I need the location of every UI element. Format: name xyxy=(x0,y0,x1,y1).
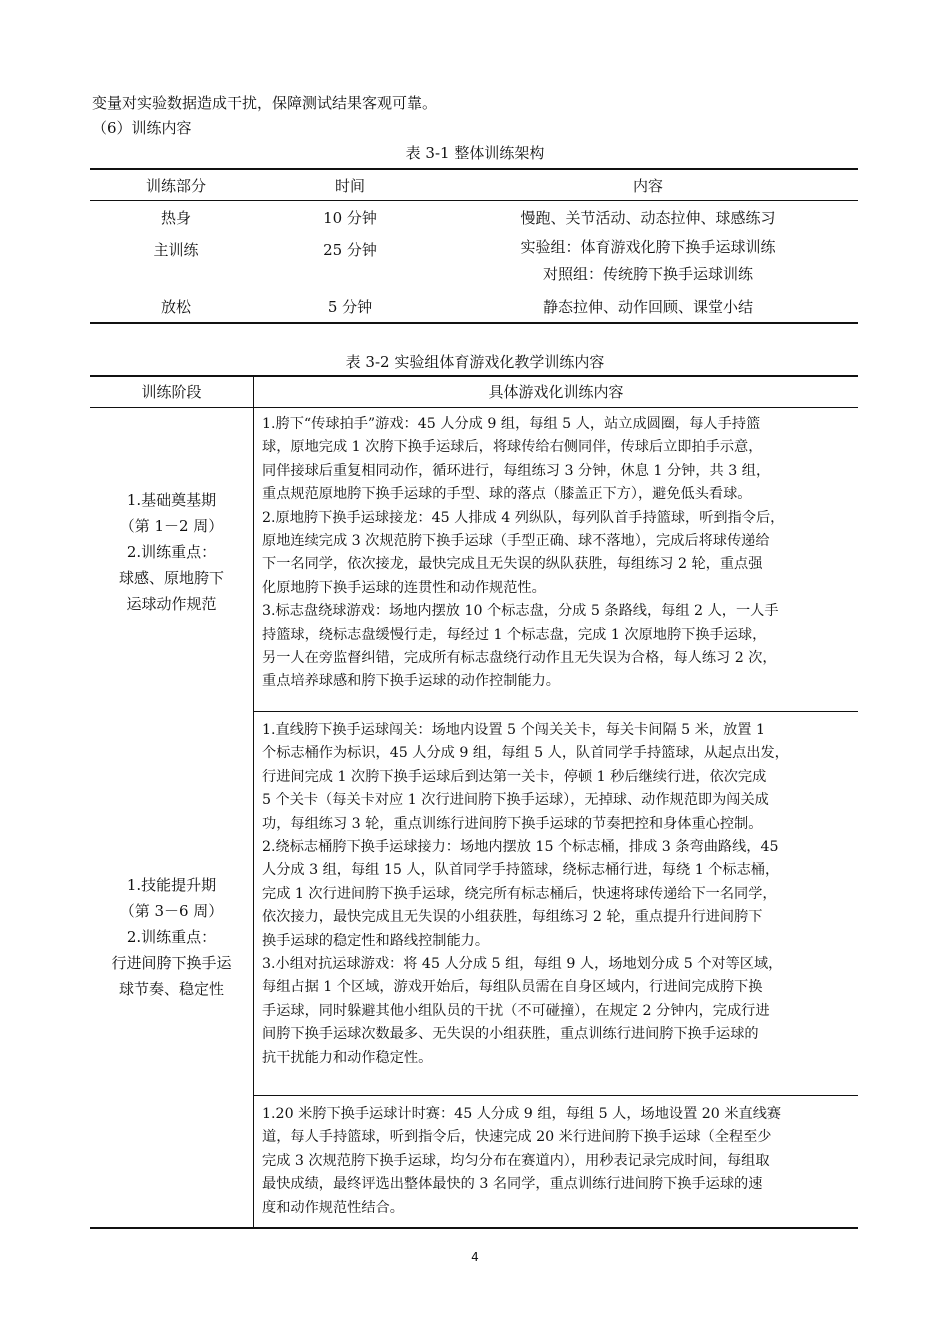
table1-row-part: 放松 xyxy=(160,298,191,316)
stage-label-line: 1.基础奠基期 xyxy=(126,491,217,509)
table1-header-time: 时间 xyxy=(334,177,365,195)
table2-bottom-rule xyxy=(90,1227,858,1229)
table2-stage-divider xyxy=(254,711,858,712)
table1-row-time: 25 分钟 xyxy=(323,241,377,259)
content-line: 依次接力，最快完成且无失误的小组获胜，每组练习 2 轮，重点提升行进间胯下 xyxy=(262,909,763,926)
content-line: 重点规范原地胯下换手运球的手型、球的落点（膝盖正下方），避免低头看球。 xyxy=(262,486,752,503)
content-line: 个标志桶作为标识，45 人分成 9 组，每组 5 人，队首同学手持篮球，从起点出发， xyxy=(262,745,789,762)
stage-label-line: 行进间胯下换手运 xyxy=(111,954,232,972)
page-number: 4 xyxy=(471,1250,479,1264)
stage-label-line: 运球动作规范 xyxy=(126,595,217,613)
table2-stage-content xyxy=(262,1103,852,1220)
stage-label-line: 球感、原地胯下 xyxy=(118,569,224,587)
content-line: 换手运球的稳定性和路线控制能力。 xyxy=(262,932,490,949)
content-line: 3.标志盘绕球游戏：场地内摆放 10 个标志盘，分成 5 条路线，每组 2 人，一人手 xyxy=(262,603,779,620)
table2-header-rule xyxy=(90,407,858,408)
content-line: 重点培养球感和胯下换手运球的动作控制能力。 xyxy=(262,673,560,690)
content-line: 完成 3 次规范胯下换手运球，均匀分布在赛道内），用秒表记录完成时间，每组取 xyxy=(262,1152,770,1169)
table2-column-divider xyxy=(253,375,254,1229)
table2-stage-content xyxy=(262,719,852,1070)
stage-label-line: 2.训练重点： xyxy=(126,543,217,561)
content-line: 持篮球，绕标志盘缓慢行走，每经过 1 个标志盘，完成 1 次原地胯下换手运球， xyxy=(262,626,767,643)
content-line: 手运球，同时躲避其他小组队员的干扰（不可碰撞），在规定 2 分钟内，完成行进 xyxy=(262,1002,770,1019)
content-line: 2.绕标志桶胯下换手运球接力：场地内摆放 15 个标志桶，排成 3 条弯曲路线，45 xyxy=(262,839,779,856)
table1-header-part: 训练部分 xyxy=(145,177,206,195)
table1-row-time: 5 分钟 xyxy=(327,298,373,316)
content-line: 完成 1 次行进间胯下换手运球，绕完所有标志桶后，快速将球传递给下一名同学， xyxy=(262,885,777,902)
content-line: 度和动作规范性结合。 xyxy=(262,1199,404,1216)
content-line: 球，原地完成 1 次胯下换手运球后，将球传给右侧同伴，传球后立即拍手示意， xyxy=(262,439,763,456)
content-line: 功，每组练习 3 轮，重点训练行进间胯下换手运球的节奏把控和身体重心控制。 xyxy=(262,815,763,832)
content-line: 道，每人手持篮球，听到指令后，快速完成 20 米行进间胯下换手运球（全程至少 xyxy=(262,1129,772,1146)
content-line: 每组占据 1 个区域，游戏开始后，每组队员需在自身区域内，行进间完成胯下换 xyxy=(262,979,763,996)
section-heading: （6）训练内容 xyxy=(92,119,192,137)
table1-row-content xyxy=(438,234,858,288)
stage-label-line: （第 1－2 周） xyxy=(119,517,224,535)
stage-label-line: 1.技能提升期 xyxy=(126,876,217,894)
table2-stage-content xyxy=(262,413,852,694)
content-line: 行进间完成 1 次胯下换手运球后到达第一关卡，停顿 1 秒后继续行进，依次完成 xyxy=(262,768,767,785)
content-line: 3.小组对抗运球游戏：将 45 人分成 5 组，每组 9 人，场地划分成 5 个对等区域， xyxy=(262,956,783,973)
content-line: 2.原地胯下换手运球接龙：45 人排成 4 列纵队，每列队首手持篮球，听到指令后， xyxy=(262,509,785,526)
table1-row-part: 主训练 xyxy=(153,241,199,259)
table1-row-content-line: 实验组：体育游戏化胯下换手运球训练 xyxy=(520,238,776,256)
table1-row-content: 慢跑、关节活动、动态拉伸、球感练习 xyxy=(520,209,776,227)
content-line: 人分成 3 组，每组 15 人，队首同学手持篮球，绕标志桶行进，每绕 1 个标志桶， xyxy=(262,862,780,879)
content-line: 间胯下换手运球次数最多、无失误的小组获胜，重点训练行进间胯下换手运球的 xyxy=(262,1026,759,1043)
table1-row-content: 静态拉伸、动作回顾、课堂小结 xyxy=(542,298,753,316)
table1-caption: 表 3-1 整体训练架构 xyxy=(405,144,545,162)
content-line: 化原地胯下换手运球的连贯性和动作规范性。 xyxy=(262,579,546,596)
table1-header-rule xyxy=(90,200,858,201)
stage-label-line: （第 3－6 周） xyxy=(119,902,224,920)
table2-stage-label xyxy=(90,487,253,617)
table2-header-stage: 训练阶段 xyxy=(141,383,202,401)
table1-top-rule xyxy=(90,168,858,170)
table1-row-time: 10 分钟 xyxy=(323,209,377,227)
content-line: 另一人在旁监督纠错，完成所有标志盘绕行动作且无失误为合格，每人练习 2 次， xyxy=(262,650,777,667)
table2-header-content: 具体游戏化训练内容 xyxy=(488,383,624,401)
table1-bottom-rule xyxy=(90,322,858,324)
content-line: 原地连续完成 3 次规范胯下换手运球（手型正确、球不落地），完成后将球传递给 xyxy=(262,533,770,550)
content-line: 抗干扰能力和动作稳定性。 xyxy=(262,1049,433,1066)
table1-header-content: 内容 xyxy=(632,177,663,195)
content-line: 同伴接球后重复相同动作，循环进行，每组练习 3 分钟，休息 1 分钟，共 3 组， xyxy=(262,462,771,479)
stage-label-line: 2.训练重点： xyxy=(126,928,217,946)
table2-caption: 表 3-2 实验组体育游戏化教学训练内容 xyxy=(345,353,605,371)
stage-label-line: 球节奏、稳定性 xyxy=(118,980,224,998)
content-line: 1.直线胯下换手运球闯关：场地内设置 5 个闯关关卡，每关卡间隔 5 米，放置 1 xyxy=(262,722,765,738)
content-line: 下一名同学，依次接龙，最快完成且无失误的纵队获胜，每组练习 2 轮，重点强 xyxy=(262,556,763,573)
table2-stage-divider xyxy=(254,1095,858,1096)
content-line: 1.20 米胯下换手运球计时赛：45 人分成 9 组，每组 5 人，场地设置 20 米直线赛 xyxy=(262,1106,782,1122)
content-line: 1.胯下“传球拍手”游戏：45 人分成 9 组，每组 5 人，站立成圆圈，每人手持篮 xyxy=(262,416,761,432)
table1-row-part: 热身 xyxy=(160,209,191,227)
content-line: 5 个关卡（每关卡对应 1 次行进间胯下换手运球），无掉球、动作规范即为闯关成 xyxy=(262,792,769,809)
content-line: 最快成绩，最终评选出整体最快的 3 名同学，重点训练行进间胯下换手运球的速 xyxy=(262,1176,763,1193)
intro-paragraph-line: 变量对实验数据造成干扰，保障测试结果客观可靠。 xyxy=(92,94,438,112)
table1-row-content-line: 对照组：传统胯下换手运球训练 xyxy=(542,265,753,283)
table2-stage-label xyxy=(90,872,253,1002)
table2-top-rule xyxy=(90,375,858,377)
